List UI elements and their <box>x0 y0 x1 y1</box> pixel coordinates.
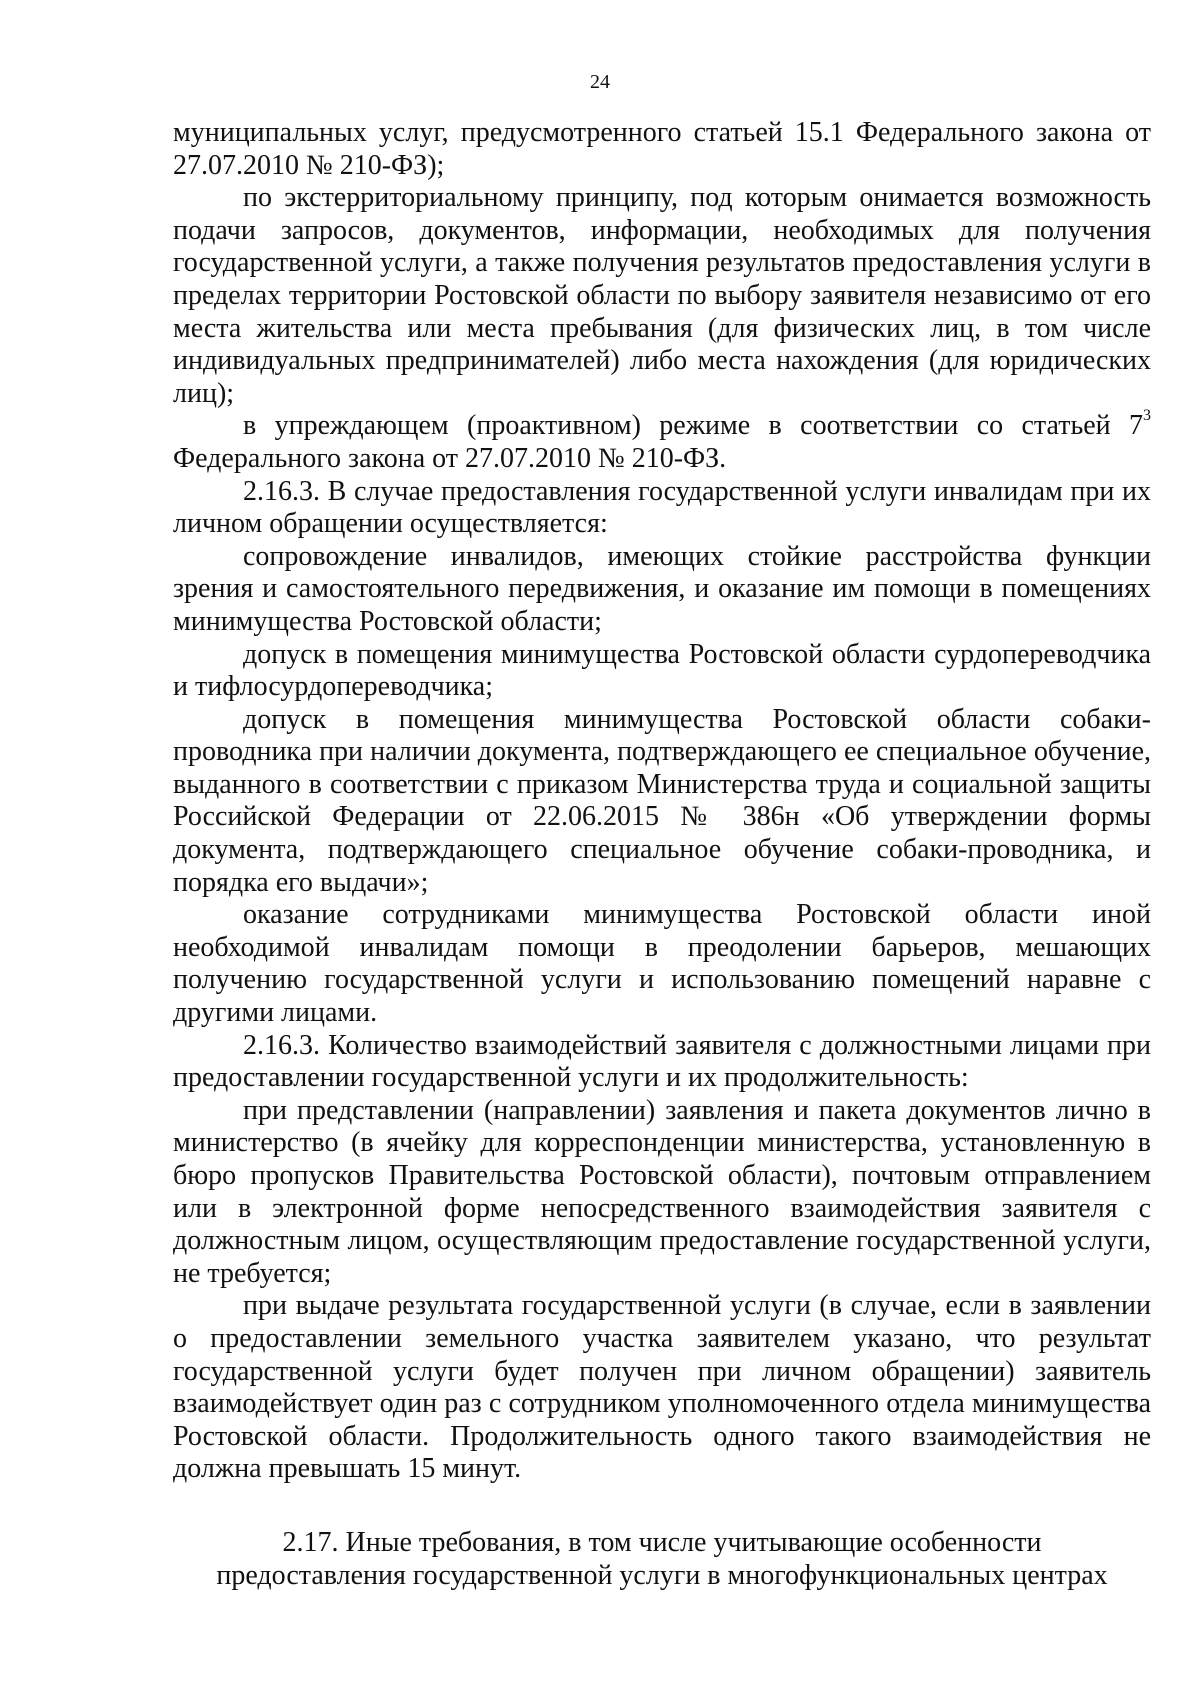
proactive-text-end: Федерального закона от 27.07.2010 № 210-ФЗ. <box>173 442 727 474</box>
page-number: 24 <box>590 71 610 93</box>
paragraph-guide-dog: допуск в помещения минимущества Ростовской области собаки-проводника при наличии документа, подтверждающего ее специальное обучение, выданного в соответствии с приказом Министерства труда и социальной защиты Российской Федерации от 22.06.2015 № 386н «Об утверждении формы документа, подтверждающего специальное обучение собаки-проводника, и порядка его выдачи»; <box>173 703 1151 898</box>
section-heading-line-2: предоставления государственной услуги в многофункциональных центрах <box>216 1559 1108 1591</box>
paragraph-continuation: муниципальных услуг, предусмотренного статьей 15.1 Федерального закона от 27.07.2010 № 210-ФЗ); <box>173 117 1151 181</box>
paragraph-extraterritorial: по экстерриториальному принципу, под которым онимается возможность подачи запросов, документов, информации, необходимых для получения государственной услуги, а также получения результатов предоставления услуги в пределах территории Ростовской области по выбору заявителя независимо от его места жительства или места пребывания (для физических лиц, в том числе индивидуальных предпринимателей) либо места нахождения (для юридических лиц); <box>173 182 1151 409</box>
document-body <box>173 117 1151 1486</box>
paragraph-result-issuance: при выдаче результата государственной услуги (в случае, если в заявлении о предоставлении земельного участка заявителем указано, что результат государственной услуги будет получен при личном обращении) заявитель взаимодействует один раз с сотрудником уполномоченного отдела минимущества Ростовской области. Продолжительность одного такого взаимодействия не должна превышать 15 минут. <box>173 1290 1151 1485</box>
paragraph-submission: при представлении (направлении) заявления и пакета документов лично в министерство (в ячейку для корреспонденции министерства, установленную в бюро пропусков Правительства Ростовской области), почтовым отправлением или в электронной форме непосредственного взаимодействия заявителя с должностным лицом, осуществляющим предоставление государственной услуги, не требуется; <box>173 1094 1151 1289</box>
section-heading-2-17 <box>173 1527 1151 1592</box>
paragraph-proactive <box>173 407 1151 475</box>
paragraph-sign-interpreter: допуск в помещения минимущества Ростовской области сурдопереводчика и тифлосурдопереводчика; <box>173 638 1151 703</box>
paragraph-assistance: оказание сотрудниками минимущества Ростовской области иной необходимой инвалидам помощи в преодолении барьеров, мешающих получению государственной услуги и использованию помещений наравне с другими лицами. <box>173 899 1151 1029</box>
article-superscript: 3 <box>1143 407 1151 425</box>
section-heading-line-1: 2.17. Иные требования, в том числе учитывающие особенности <box>282 1527 1042 1558</box>
proactive-text: в упреждающем (проактивном) режиме в соответствии со статьей 7 <box>243 410 1143 442</box>
paragraph-2-16-3-disabled: 2.16.3. В случае предоставления государственной услуги инвалидам при их личном обращении осуществляется: <box>173 475 1151 540</box>
paragraph-2-16-3-interactions: 2.16.3. Количество взаимодействий заявителя с должностными лицами при предоставлении государственной услуги и их продолжительность: <box>173 1029 1151 1094</box>
paragraph-escort: сопровождение инвалидов, имеющих стойкие расстройства функции зрения и самостоятельного передвижения, и оказание им помощи в помещениях минимущества Ростовской области; <box>173 540 1151 637</box>
